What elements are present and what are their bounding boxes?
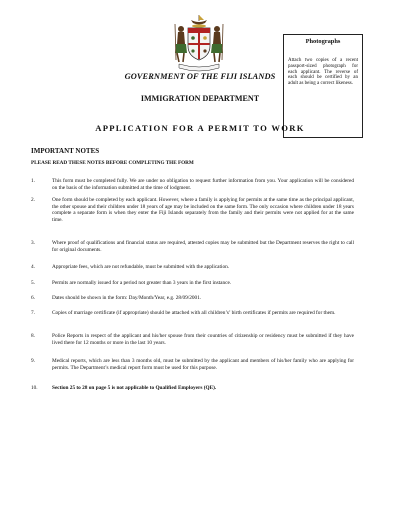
note-text: Police Reports in respect of the applicant and his/her spouse from their countries of citizenship or residency must be submitted if they have lived there for 12 months or more in the last 10 years. <box>52 333 354 346</box>
note-number: 9. <box>31 358 35 364</box>
note-number: 10. <box>31 385 38 391</box>
notes-heading: IMPORTANT NOTES <box>31 147 100 155</box>
note-text: Appropriate fees, which are not refundable, must be submitted with the application. <box>52 264 230 270</box>
note-number: 3. <box>31 240 35 246</box>
note-text: Copies of marriage certificate (if appropriate) should be attached with all children’s’ birth certificates if permits are required for them. <box>52 310 336 316</box>
photographs-title: Photographs <box>305 38 341 45</box>
note-number: 2. <box>31 197 35 203</box>
form-title: APPLICATION FOR A PERMIT TO WORK <box>95 123 305 133</box>
fiji-coat-of-arms <box>171 14 227 72</box>
government-heading: GOVERNMENT OF THE FIJI ISLANDS <box>124 72 276 81</box>
department-heading: IMMIGRATION DEPARTMENT <box>140 94 260 103</box>
note-text: Dates should be shown in the form: Day/Month/Year, e.g. 28/09/2001. <box>52 295 202 301</box>
note-text: Permits are normally issued for a period not greater than 3 years in the first instance. <box>52 280 232 286</box>
note-number: 4. <box>31 264 35 270</box>
note-text: This form must be completed fully. We are under no obligation to request further information from you. Your application will be considered on the basis of the information submitted at the time of lodgment. <box>52 178 354 191</box>
note-text: One form should be completed by each applicant. However, where a family is applying for permits at the same time as the principal applicant, the other spouse and their children under 18 years of age may be included on the same form. The only occasion where children under 18 years complete a separate form is when they enter the Fiji Islands separately from the family and their permits were not applied for at the same time. <box>52 197 354 224</box>
note-text: Section 25 to 28 on page 5 is not applicable to Qualified Employers (QE). <box>52 385 217 391</box>
note-text: Where proof of qualifications and financial status are required, attested copies may be submitted but the Department reserves the right to call for original documents. <box>52 240 354 253</box>
note-number: 7. <box>31 310 35 316</box>
notes-instruction: PLEASE READ THESE NOTES BEFORE COMPLETING THE FORM <box>31 160 194 166</box>
note-number: 6. <box>31 295 35 301</box>
note-number: 8. <box>31 333 35 339</box>
photographs-instructions: Attach two copies of a recent passport-sized photograph for each applicant. The reverse of each should be certified by an adult as being a correct likeness. <box>288 58 358 86</box>
note-text: Medical reports, which are less than 3 months old, must be submitted by the applicant and members of his/her family who are applying for permits. The Department’s medical report form must be used for this purpose. <box>52 358 354 371</box>
note-number: 5. <box>31 280 35 286</box>
coat-of-arms-icon <box>171 14 227 72</box>
note-number: 1. <box>31 178 35 184</box>
